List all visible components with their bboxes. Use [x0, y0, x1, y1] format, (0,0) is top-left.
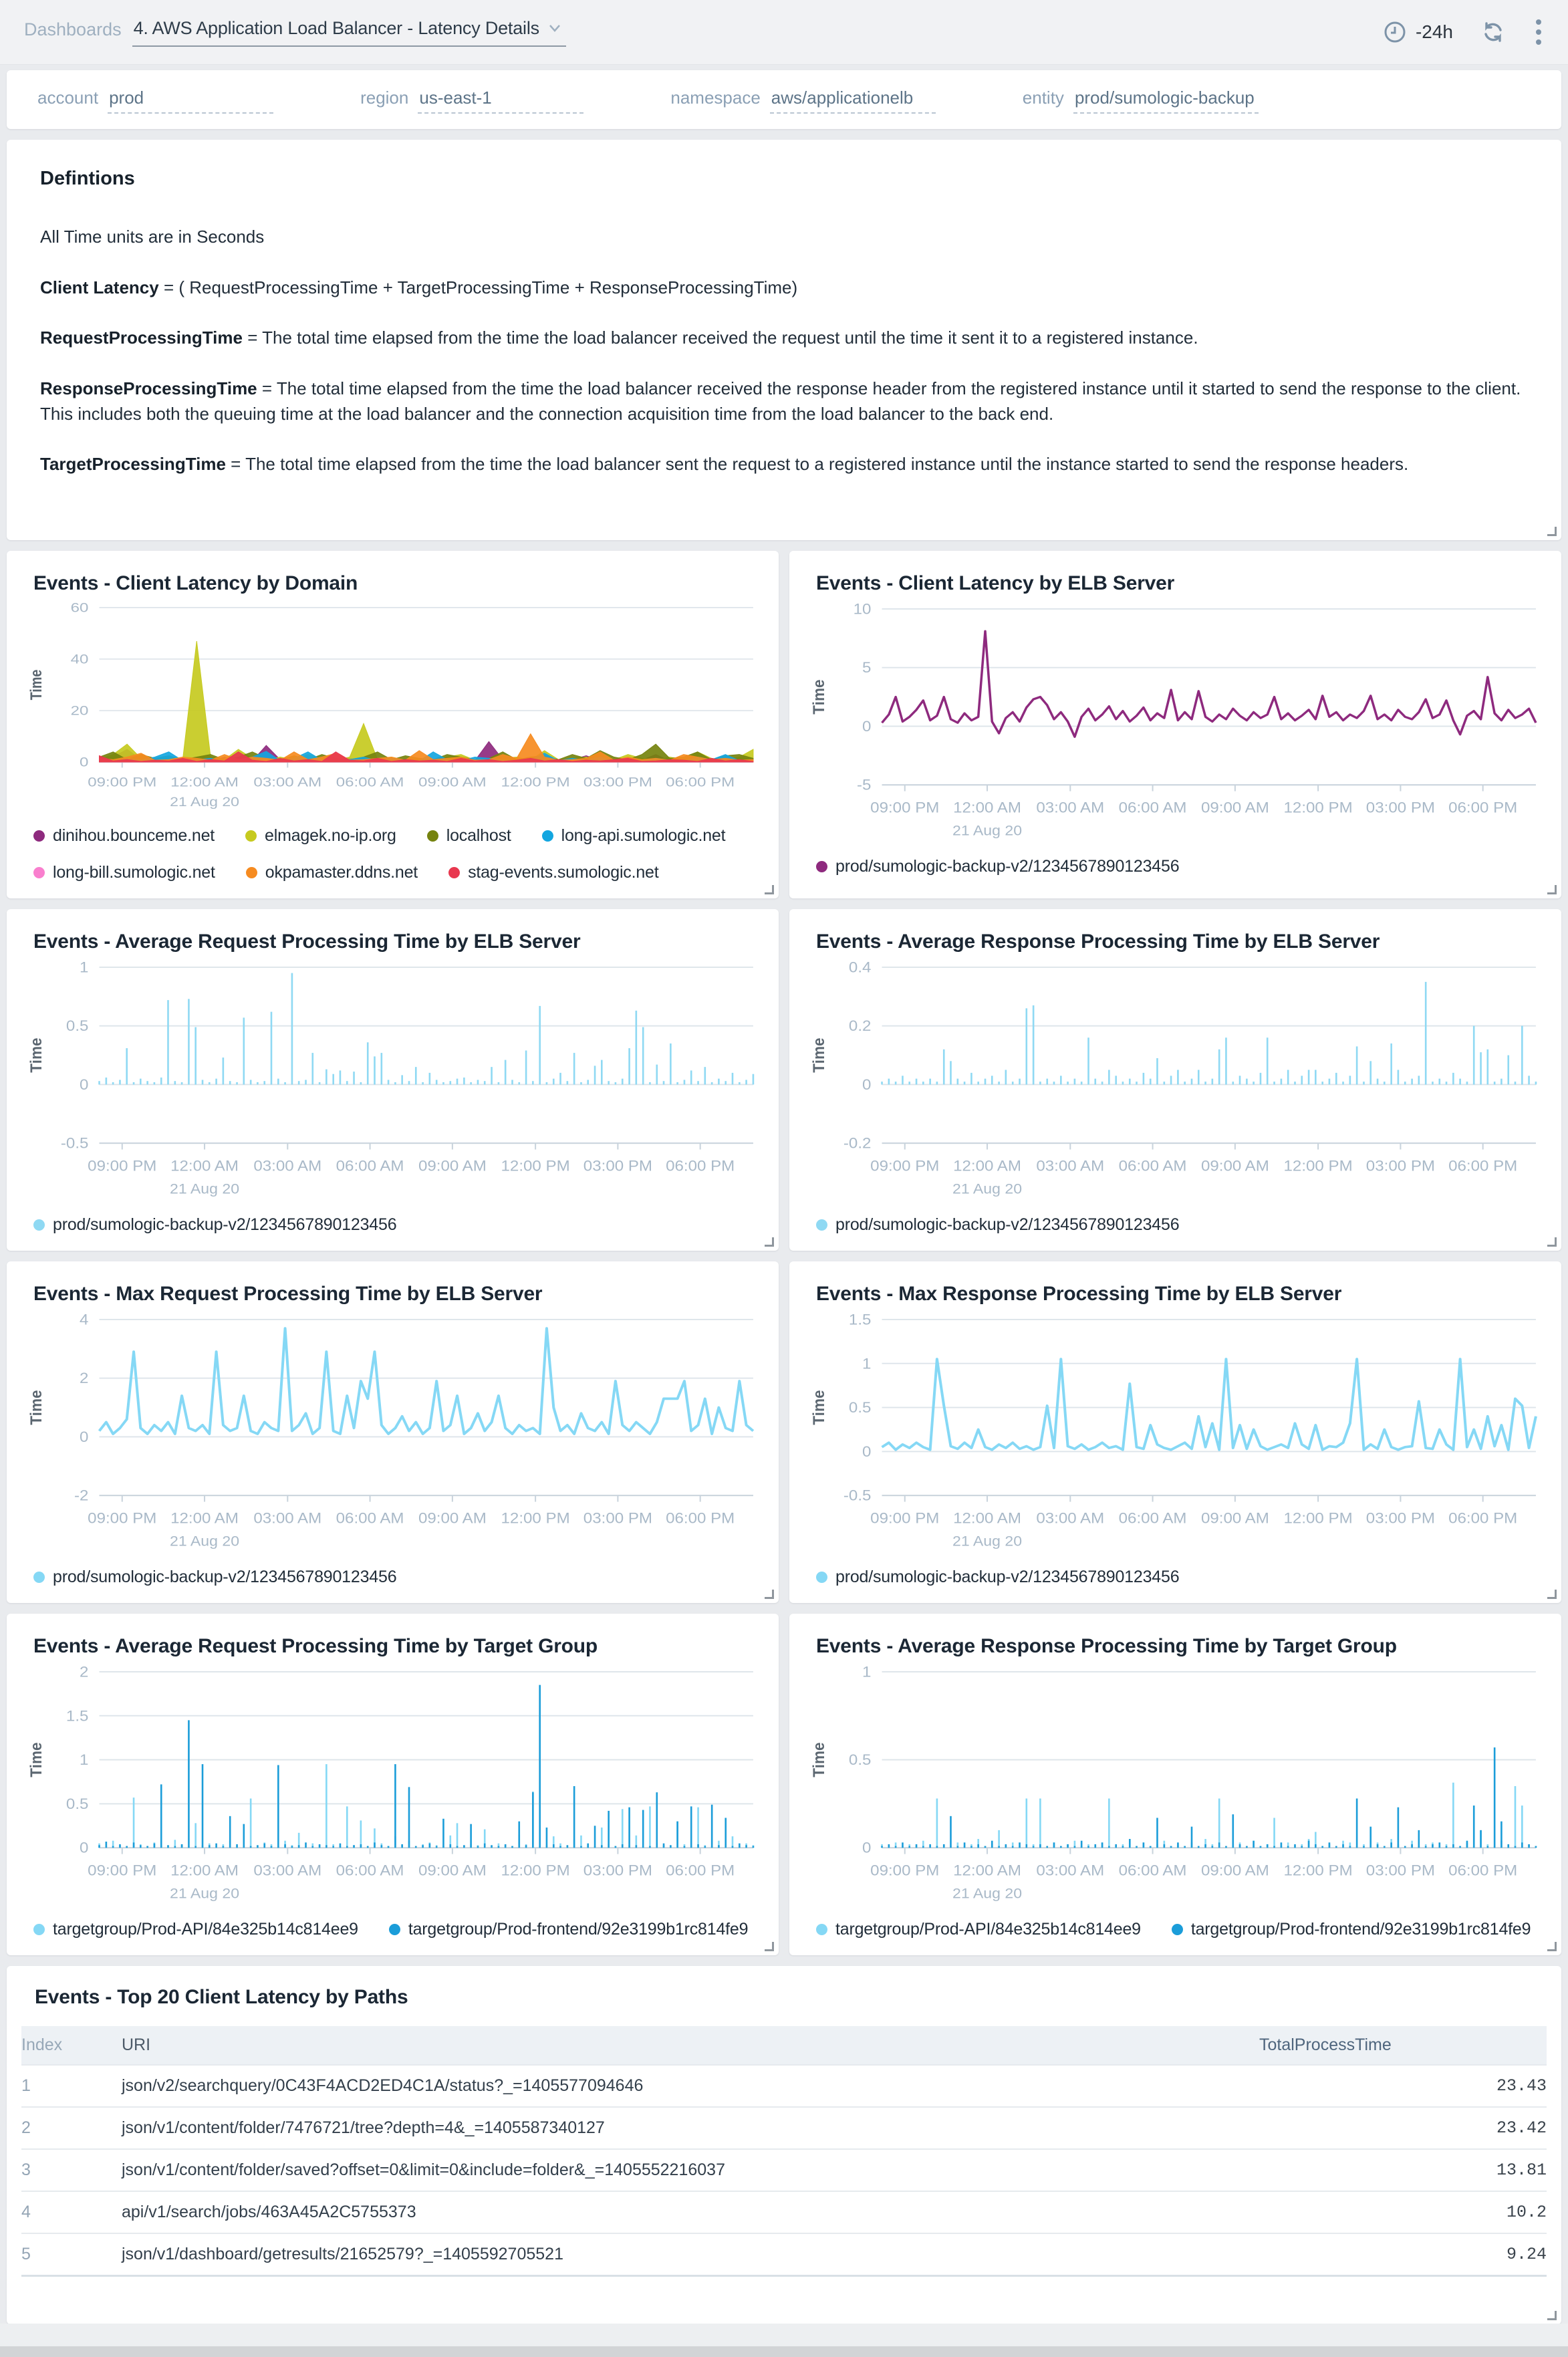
- resize-handle-icon[interactable]: [1547, 1590, 1557, 1599]
- chart-title: Events - Client Latency by ELB Server: [816, 572, 1175, 595]
- svg-text:Time: Time: [809, 679, 828, 715]
- svg-text:-2: -2: [74, 1487, 89, 1504]
- definitions-title: Defintions: [40, 168, 135, 189]
- svg-text:12:00 PM: 12:00 PM: [1283, 799, 1353, 816]
- svg-text:Time: Time: [27, 669, 45, 701]
- chart-title: Events - Average Response Processing Time by Target Group: [816, 1635, 1397, 1658]
- svg-text:09:00 AM: 09:00 AM: [418, 1509, 487, 1527]
- legend-item[interactable]: [816, 1920, 1141, 1939]
- svg-text:03:00 PM: 03:00 PM: [1365, 1509, 1435, 1527]
- cell-total-process-time: 9.24: [1259, 2233, 1547, 2276]
- svg-text:03:00 PM: 03:00 PM: [1365, 1862, 1435, 1879]
- svg-text:5: 5: [862, 659, 872, 676]
- filter-namespace-label: namespace: [670, 87, 761, 108]
- filter-region-input[interactable]: us-east-1: [418, 86, 583, 114]
- resize-handle-icon[interactable]: [765, 885, 774, 894]
- charts-grid: [7, 551, 1561, 1955]
- chart-panel-avg-request-by-target-group: [7, 1614, 779, 1955]
- svg-text:1: 1: [80, 959, 89, 976]
- legend-item[interactable]: [542, 826, 726, 846]
- top-paths-table-panel: [7, 1966, 1561, 2324]
- definition-line: TargetProcessingTime = The total time elapsed from the time the load balancer sent the request to a registered instance until the instance started to send the response headers.: [40, 454, 1409, 475]
- svg-text:09:00 PM: 09:00 PM: [88, 1509, 157, 1527]
- chart-canvas-avg-request-by-elb[interactable]: [21, 956, 764, 1209]
- svg-text:21 Aug 20: 21 Aug 20: [952, 1533, 1023, 1549]
- legend-dot-icon: [33, 867, 45, 878]
- table-title: Events - Top 20 Client Latency by Paths: [35, 1986, 408, 2009]
- svg-text:21 Aug 20: 21 Aug 20: [170, 795, 240, 810]
- svg-text:06:00 PM: 06:00 PM: [666, 774, 735, 790]
- page-title: 4. AWS Application Load Balancer - Latency Details: [133, 17, 539, 38]
- column-header-index[interactable]: Index: [21, 2035, 63, 2055]
- legend-dot-icon: [542, 830, 553, 842]
- cell-index: 5: [21, 2233, 122, 2276]
- svg-text:12:00 PM: 12:00 PM: [1283, 1862, 1353, 1879]
- filter-namespace-input[interactable]: aws/applicationelb: [770, 86, 936, 114]
- filter-entity-input[interactable]: prod/sumologic-backup: [1073, 86, 1259, 114]
- svg-text:03:00 AM: 03:00 AM: [253, 774, 322, 790]
- svg-text:21 Aug 20: 21 Aug 20: [952, 822, 1023, 839]
- legend-item[interactable]: [33, 863, 215, 882]
- chart-panel-client-latency-by-elb: [789, 551, 1561, 898]
- svg-text:0: 0: [80, 1839, 89, 1856]
- svg-text:1.5: 1.5: [848, 1311, 872, 1328]
- legend-label: targetgroup/Prod-API/84e325b14c814ee9: [53, 1920, 358, 1939]
- svg-text:09:00 AM: 09:00 AM: [1200, 1157, 1269, 1174]
- svg-text:0: 0: [80, 1076, 89, 1093]
- svg-text:09:00 PM: 09:00 PM: [88, 1157, 157, 1174]
- svg-text:Time: Time: [27, 1037, 45, 1073]
- clock-icon: [1384, 21, 1406, 43]
- legend-label: dinihou.bounceme.net: [53, 826, 215, 846]
- filter-region: [360, 86, 583, 114]
- legend-label: prod/sumologic-backup-v2/1234567890123456: [835, 1215, 1180, 1235]
- svg-text:0.2: 0.2: [848, 1017, 872, 1035]
- cell-total-process-time: 23.42: [1259, 2107, 1547, 2149]
- legend-label: long-api.sumologic.net: [561, 826, 726, 846]
- chart-legend: [21, 820, 764, 885]
- legend-label: localhost: [446, 826, 511, 846]
- chart-legend: [804, 1561, 1547, 1590]
- legend-dot-icon: [33, 830, 45, 842]
- legend-label: prod/sumologic-backup-v2/1234567890123456: [53, 1215, 397, 1235]
- svg-text:0.4: 0.4: [848, 959, 872, 976]
- dashboard-header: [0, 0, 1568, 65]
- legend-label: targetgroup/Prod-API/84e325b14c814ee9: [835, 1920, 1141, 1939]
- svg-text:12:00 PM: 12:00 PM: [501, 1509, 570, 1527]
- svg-text:12:00 AM: 12:00 AM: [170, 774, 239, 790]
- svg-text:0: 0: [80, 754, 89, 770]
- svg-text:21 Aug 20: 21 Aug 20: [170, 1533, 240, 1549]
- legend-item[interactable]: [816, 1215, 1179, 1235]
- chart-canvas-avg-response-by-target-group[interactable]: [804, 1660, 1547, 1913]
- table-row[interactable]: [21, 2233, 1547, 2276]
- legend-item[interactable]: [389, 1920, 748, 1939]
- resize-handle-icon[interactable]: [765, 1237, 774, 1247]
- legend-label: targetgroup/Prod-frontend/92e3199b1rc814fe9: [1190, 1920, 1531, 1939]
- resize-handle-icon[interactable]: [1547, 527, 1557, 536]
- resize-handle-icon[interactable]: [765, 1942, 774, 1951]
- svg-text:09:00 PM: 09:00 PM: [870, 799, 940, 816]
- legend-item[interactable]: [33, 1215, 396, 1235]
- legend-label: prod/sumologic-backup-v2/1234567890123456: [835, 857, 1180, 876]
- filter-bar: [7, 70, 1561, 129]
- svg-text:-0.2: -0.2: [843, 1134, 872, 1152]
- svg-text:21 Aug 20: 21 Aug 20: [170, 1181, 240, 1197]
- chart-title: Events - Max Response Processing Time by ELB Server: [816, 1283, 1342, 1306]
- chart-panel-client-latency-by-domain: [7, 551, 779, 898]
- svg-text:06:00 AM: 06:00 AM: [1118, 799, 1187, 816]
- legend-item[interactable]: [448, 863, 658, 882]
- svg-text:12:00 AM: 12:00 AM: [953, 1509, 1021, 1527]
- svg-text:Time: Time: [27, 1742, 45, 1777]
- chart-canvas-client-latency-by-domain[interactable]: [21, 598, 764, 820]
- filter-entity: [1023, 86, 1259, 114]
- svg-text:03:00 AM: 03:00 AM: [253, 1509, 322, 1527]
- legend-dot-icon: [33, 1924, 45, 1935]
- svg-text:03:00 PM: 03:00 PM: [583, 774, 652, 790]
- svg-text:06:00 AM: 06:00 AM: [1118, 1862, 1187, 1879]
- svg-text:09:00 AM: 09:00 AM: [418, 1157, 487, 1174]
- svg-text:09:00 PM: 09:00 PM: [88, 1862, 157, 1879]
- svg-text:09:00 PM: 09:00 PM: [88, 774, 157, 790]
- time-range-value: -24h: [1415, 21, 1453, 42]
- filter-region-label: region: [360, 87, 409, 108]
- filter-namespace: [670, 86, 935, 114]
- legend-label: prod/sumologic-backup-v2/1234567890123456: [53, 1568, 397, 1587]
- legend-dot-icon: [816, 1572, 827, 1583]
- svg-text:-0.5: -0.5: [843, 1487, 872, 1504]
- chart-panel-avg-response-by-target-group: [789, 1614, 1561, 1955]
- svg-text:21 Aug 20: 21 Aug 20: [952, 1885, 1023, 1902]
- svg-text:10: 10: [853, 600, 872, 618]
- cell-uri: json/v2/searchquery/0C43F4ACD2ED4C1A/status?_=1405577094646: [122, 2065, 1259, 2107]
- definition-line: All Time units are in Seconds: [40, 227, 265, 247]
- svg-text:21 Aug 20: 21 Aug 20: [170, 1885, 240, 1902]
- svg-text:06:00 AM: 06:00 AM: [336, 1509, 404, 1527]
- svg-text:03:00 PM: 03:00 PM: [583, 1509, 652, 1527]
- definition-line: ResponseProcessingTime = The total time elapsed from the time the load balancer received the response header from the registered instance until it started to send the response to the client. This includes both the queuing time at the load balancer and the connection acquisition time from the load balancer to the back end.: [40, 378, 1521, 424]
- svg-text:03:00 PM: 03:00 PM: [1365, 799, 1435, 816]
- svg-text:06:00 AM: 06:00 AM: [336, 1862, 404, 1879]
- cell-total-process-time: 10.2: [1259, 2191, 1547, 2233]
- svg-text:60: 60: [70, 600, 89, 616]
- cell-uri: json/v1/content/folder/7476721/tree?depth=4&_=1405587340127: [122, 2107, 1259, 2149]
- refresh-icon: [1481, 20, 1505, 44]
- svg-text:1: 1: [862, 1355, 872, 1372]
- chart-panel-avg-response-by-elb: [789, 909, 1561, 1251]
- svg-text:0.5: 0.5: [848, 1751, 872, 1769]
- chart-legend: [804, 850, 1547, 879]
- table-header: [21, 2026, 1547, 2065]
- legend-item[interactable]: [246, 863, 418, 882]
- legend-item[interactable]: [245, 826, 396, 846]
- svg-text:0.5: 0.5: [848, 1398, 872, 1416]
- cell-index: 2: [21, 2107, 122, 2149]
- svg-text:12:00 AM: 12:00 AM: [953, 799, 1021, 816]
- svg-text:06:00 PM: 06:00 PM: [666, 1157, 735, 1174]
- cell-index: 3: [21, 2149, 122, 2191]
- svg-text:2: 2: [80, 1663, 89, 1681]
- svg-text:Time: Time: [27, 1390, 45, 1425]
- resize-handle-icon[interactable]: [765, 1590, 774, 1599]
- svg-text:12:00 AM: 12:00 AM: [170, 1509, 239, 1527]
- svg-text:09:00 AM: 09:00 AM: [418, 1862, 487, 1879]
- svg-text:03:00 PM: 03:00 PM: [583, 1862, 652, 1879]
- svg-text:06:00 PM: 06:00 PM: [1448, 1862, 1518, 1879]
- svg-text:12:00 PM: 12:00 PM: [1283, 1509, 1353, 1527]
- svg-text:12:00 PM: 12:00 PM: [501, 1862, 570, 1879]
- breadcrumb[interactable]: Dashboards: [24, 19, 122, 39]
- svg-text:09:00 AM: 09:00 AM: [1200, 1509, 1269, 1527]
- svg-text:0: 0: [862, 717, 872, 735]
- cell-total-process-time: 23.43: [1259, 2065, 1547, 2107]
- dashboard-title-dropdown[interactable]: [132, 18, 566, 47]
- svg-text:06:00 PM: 06:00 PM: [1448, 1157, 1518, 1174]
- table-row[interactable]: [21, 2149, 1547, 2191]
- chart-canvas-max-request-by-elb[interactable]: [21, 1308, 764, 1561]
- legend-dot-icon: [245, 830, 257, 842]
- legend-dot-icon: [816, 1219, 827, 1231]
- svg-text:0.5: 0.5: [66, 1795, 89, 1812]
- legend-dot-icon: [427, 830, 438, 842]
- column-header-uri[interactable]: URI: [122, 2035, 151, 2055]
- resize-handle-icon[interactable]: [1547, 885, 1557, 894]
- cell-uri: json/v1/dashboard/getresults/21652579?_=1405592705521: [122, 2233, 1259, 2276]
- legend-dot-icon: [448, 867, 460, 878]
- legend-dot-icon: [246, 867, 257, 878]
- chart-panel-max-response-by-elb: [789, 1261, 1561, 1603]
- chart-title: Events - Average Request Processing Time by Target Group: [33, 1635, 598, 1658]
- svg-text:Time: Time: [809, 1742, 828, 1777]
- cell-uri: api/v1/search/jobs/463A45A2C5755373: [122, 2191, 1259, 2233]
- legend-item[interactable]: [816, 857, 1179, 876]
- svg-text:0.5: 0.5: [66, 1017, 89, 1035]
- svg-text:1: 1: [862, 1663, 872, 1681]
- svg-text:40: 40: [70, 651, 89, 667]
- page-bottom-area: [0, 2324, 1568, 2346]
- svg-text:0: 0: [862, 1443, 872, 1460]
- legend-label: targetgroup/Prod-frontend/92e3199b1rc814fe9: [408, 1920, 749, 1939]
- chart-panel-avg-request-by-elb: [7, 909, 779, 1251]
- legend-item[interactable]: [427, 826, 511, 846]
- svg-text:06:00 PM: 06:00 PM: [1448, 799, 1518, 816]
- legend-item[interactable]: [816, 1568, 1179, 1587]
- svg-text:06:00 AM: 06:00 AM: [1118, 1509, 1187, 1527]
- svg-text:06:00 PM: 06:00 PM: [666, 1862, 735, 1879]
- chart-title: Events - Client Latency by Domain: [33, 572, 358, 595]
- chart-legend: [21, 1561, 764, 1590]
- svg-text:21 Aug 20: 21 Aug 20: [952, 1181, 1023, 1197]
- svg-text:09:00 PM: 09:00 PM: [870, 1509, 940, 1527]
- latency-table: [21, 2026, 1547, 2315]
- cell-total-process-time: 13.81: [1259, 2149, 1547, 2191]
- svg-text:09:00 PM: 09:00 PM: [870, 1862, 940, 1879]
- svg-text:12:00 PM: 12:00 PM: [501, 1157, 570, 1174]
- definition-line: Client Latency = ( RequestProcessingTime + TargetProcessingTime + ResponseProcessingTime): [40, 277, 798, 297]
- svg-text:20: 20: [70, 703, 89, 719]
- kebab-menu-icon[interactable]: [1533, 17, 1544, 47]
- svg-text:09:00 AM: 09:00 AM: [1200, 799, 1269, 816]
- cell-index: 1: [21, 2065, 122, 2107]
- resize-handle-icon[interactable]: [1547, 1237, 1557, 1247]
- svg-text:-0.5: -0.5: [60, 1134, 89, 1152]
- svg-text:12:00 PM: 12:00 PM: [501, 774, 570, 790]
- chevron-down-icon: [549, 24, 561, 32]
- chart-canvas-client-latency-by-elb[interactable]: [804, 598, 1547, 850]
- refresh-button[interactable]: [1481, 20, 1505, 44]
- svg-text:1.5: 1.5: [66, 1707, 89, 1725]
- svg-text:09:00 PM: 09:00 PM: [870, 1157, 940, 1174]
- legend-label: stag-events.sumologic.net: [468, 863, 659, 882]
- svg-text:06:00 AM: 06:00 AM: [336, 774, 404, 790]
- svg-text:-5: -5: [857, 776, 872, 793]
- svg-text:03:00 AM: 03:00 AM: [1036, 1157, 1105, 1174]
- svg-text:03:00 AM: 03:00 AM: [1036, 1862, 1105, 1879]
- cell-index: 4: [21, 2191, 122, 2233]
- chart-canvas-avg-response-by-elb[interactable]: [804, 956, 1547, 1209]
- legend-dot-icon: [33, 1572, 45, 1583]
- svg-text:12:00 AM: 12:00 AM: [953, 1862, 1021, 1879]
- resize-handle-icon[interactable]: [1547, 2311, 1557, 2320]
- svg-text:03:00 PM: 03:00 PM: [583, 1157, 652, 1174]
- legend-label: long-bill.sumologic.net: [53, 863, 215, 882]
- svg-text:03:00 PM: 03:00 PM: [1365, 1157, 1435, 1174]
- svg-text:06:00 PM: 06:00 PM: [666, 1509, 735, 1527]
- chart-panel-max-request-by-elb: [7, 1261, 779, 1603]
- svg-text:12:00 AM: 12:00 AM: [170, 1157, 239, 1174]
- table-row-partial: [21, 2276, 1547, 2316]
- definition-line: RequestProcessingTime = The total time elapsed from the time the load balancer received the request until the time it sent it to a registered instance.: [40, 328, 1198, 348]
- time-range-control[interactable]: [1384, 21, 1453, 43]
- svg-text:1: 1: [80, 1751, 89, 1769]
- svg-text:06:00 AM: 06:00 AM: [1118, 1157, 1187, 1174]
- svg-text:06:00 AM: 06:00 AM: [336, 1157, 404, 1174]
- svg-text:12:00 PM: 12:00 PM: [1283, 1157, 1353, 1174]
- legend-item[interactable]: [1172, 1920, 1531, 1939]
- svg-text:03:00 AM: 03:00 AM: [1036, 1509, 1105, 1527]
- legend-item[interactable]: [33, 1568, 396, 1587]
- definitions-panel: [7, 140, 1561, 540]
- table-row[interactable]: [21, 2191, 1547, 2233]
- svg-text:0: 0: [862, 1839, 872, 1856]
- svg-text:09:00 AM: 09:00 AM: [418, 774, 487, 790]
- svg-text:4: 4: [80, 1311, 89, 1328]
- legend-dot-icon: [33, 1219, 45, 1231]
- table-row[interactable]: [21, 2065, 1547, 2107]
- legend-dot-icon: [389, 1924, 400, 1935]
- svg-text:06:00 PM: 06:00 PM: [1448, 1509, 1518, 1527]
- svg-text:12:00 AM: 12:00 AM: [953, 1157, 1021, 1174]
- legend-dot-icon: [816, 861, 827, 872]
- legend-item[interactable]: [33, 1920, 358, 1939]
- legend-label: okpamaster.ddns.net: [265, 863, 418, 882]
- svg-text:03:00 AM: 03:00 AM: [253, 1157, 322, 1174]
- legend-label: prod/sumologic-backup-v2/1234567890123456: [835, 1568, 1180, 1587]
- chart-legend: [21, 1913, 764, 1942]
- column-header-totalprocesstime[interactable]: TotalProcessTime: [1259, 2035, 1392, 2055]
- filter-entity-label: entity: [1022, 87, 1064, 108]
- chart-title: Events - Average Response Processing Time by ELB Server: [816, 931, 1380, 953]
- window-bottom-edge: [0, 2346, 1568, 2357]
- chart-canvas-max-response-by-elb[interactable]: [804, 1308, 1547, 1561]
- svg-text:09:00 AM: 09:00 AM: [1200, 1862, 1269, 1879]
- chart-legend: [21, 1209, 764, 1237]
- filter-account: [37, 86, 273, 114]
- chart-title: Events - Average Request Processing Time by ELB Server: [33, 931, 581, 953]
- resize-handle-icon[interactable]: [1547, 1942, 1557, 1951]
- legend-label: elmagek.no-ip.org: [265, 826, 396, 846]
- svg-text:03:00 AM: 03:00 AM: [253, 1862, 322, 1879]
- chart-legend: [804, 1913, 1547, 1942]
- filter-account-input[interactable]: prod: [108, 86, 273, 114]
- chart-title: Events - Max Request Processing Time by ELB Server: [33, 1283, 543, 1306]
- chart-canvas-avg-request-by-target-group[interactable]: [21, 1660, 764, 1913]
- cell-uri: json/v1/content/folder/saved?offset=0&limit=0&include=folder&_=1405552216037: [122, 2149, 1259, 2191]
- legend-dot-icon: [816, 1924, 827, 1935]
- legend-item[interactable]: [33, 826, 215, 846]
- legend-dot-icon: [1172, 1924, 1183, 1935]
- table-row[interactable]: [21, 2107, 1547, 2149]
- svg-text:2: 2: [80, 1370, 89, 1387]
- svg-text:0: 0: [862, 1076, 872, 1093]
- svg-text:0: 0: [80, 1428, 89, 1445]
- svg-text:Time: Time: [809, 1390, 828, 1425]
- svg-text:12:00 AM: 12:00 AM: [170, 1862, 239, 1879]
- svg-text:Time: Time: [809, 1037, 828, 1073]
- chart-legend: [804, 1209, 1547, 1237]
- filter-account-label: account: [37, 87, 99, 108]
- svg-text:03:00 AM: 03:00 AM: [1036, 799, 1105, 816]
